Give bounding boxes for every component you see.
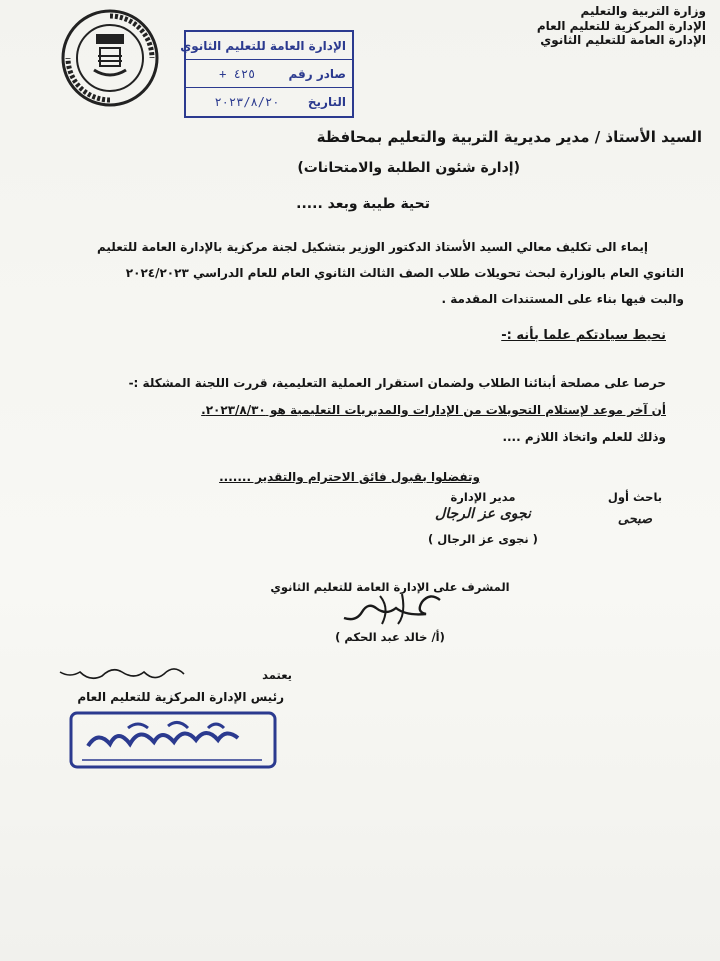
central-head-title: رئيس الإدارة المركزية للتعليم العام: [77, 690, 284, 704]
manager-signature: نجوى عز الرجال: [435, 506, 531, 522]
body-line: والبت فيها بناء على المستندات المقدمة .: [441, 292, 684, 306]
supervisor-title: المشرف على الإدارة العامة للتعليم الثانوي: [270, 580, 510, 594]
body-line: حرصا على مصلحة أبنائنا الطلاب ولضمان استقرار العملية التعليمية، قررت اللجنة المشكلة :-: [128, 376, 666, 390]
manager-title: مدير الإدارة: [450, 490, 516, 504]
central-admin-name: الإدارة المركزية للتعليم العام: [536, 18, 706, 33]
greeting: تحية طيبة وبعد .....: [296, 196, 430, 212]
researcher-signature-block: [590, 490, 680, 527]
approval-line: [52, 668, 292, 682]
manager-name: ( نجوى عز الرجال ): [428, 532, 538, 546]
ministry-name: وزارة التربية والتعليم: [580, 4, 706, 18]
supervisor-signature-icon: [340, 590, 450, 628]
registry-number-row: [186, 60, 352, 88]
recipient-department: (إدارة شئون الطلبة والامتحانات): [297, 160, 520, 176]
body-paragraph-1: [44, 234, 684, 312]
supervisor-name: (أ/ خالد عبد الحكم ): [335, 630, 445, 644]
registry-date-row: [186, 88, 352, 116]
supervisor-signature-block: [260, 580, 520, 644]
body-paragraph-2: [46, 370, 666, 451]
official-stamp-icon: [68, 710, 278, 770]
registry-stamp-box: [180, 30, 354, 118]
registry-date-label: التاريخ: [307, 95, 346, 109]
approval-label: يعتمد: [262, 668, 292, 682]
general-admin-name: الإدارة العامة للتعليم الثانوي: [540, 33, 706, 47]
approval-signature-icon: [58, 662, 188, 682]
body-line: إيماء الى تكليف معالي السيد الأستاذ الدكتور الوزير بتشكيل لجنة مركزية بالإدارة العامة للتعليم: [96, 240, 648, 254]
deadline-line: أن آخر موعد لإستلام التحويلات من الإدارات والمديريات التعليمية هو ٢٠٢٣/٨/٣٠.: [201, 403, 666, 417]
ministry-header: [476, 4, 706, 48]
notify-heading: نحيط سيادتكم علما بأنه :-: [501, 328, 666, 343]
registry-number-label: صادر رقم: [288, 66, 346, 81]
researcher-title: باحث أول: [607, 490, 663, 504]
registry-number-value: ٤٢٥ +: [219, 66, 256, 81]
ministry-emblem-icon: [60, 8, 160, 108]
recipient-line: السيد الأستاذ / مدير مديرية التربية والتعليم بمحافظة: [316, 128, 702, 146]
closing-line: وتفضلوا بقبول فائق الاحترام والتقدير .......: [219, 470, 480, 484]
registry-dept-row: [180, 32, 352, 60]
registry-dept: الإدارة العامة للتعليم الثانوي: [180, 38, 346, 53]
manager-signature-block: [418, 490, 548, 546]
researcher-signature: صبحى: [617, 512, 653, 527]
body-line: الثانوي العام بالوزارة لبحث تحويلات طلاب الصف الثالث الثانوي العام للعام الدراسي ٢٠٢٤/٢٠٢٣: [125, 266, 684, 280]
registry-date-value: ٢٠٢٣/٨/٢٠: [214, 95, 280, 109]
body-line: وذلك للعلم واتخاذ اللازم ....: [502, 430, 666, 444]
